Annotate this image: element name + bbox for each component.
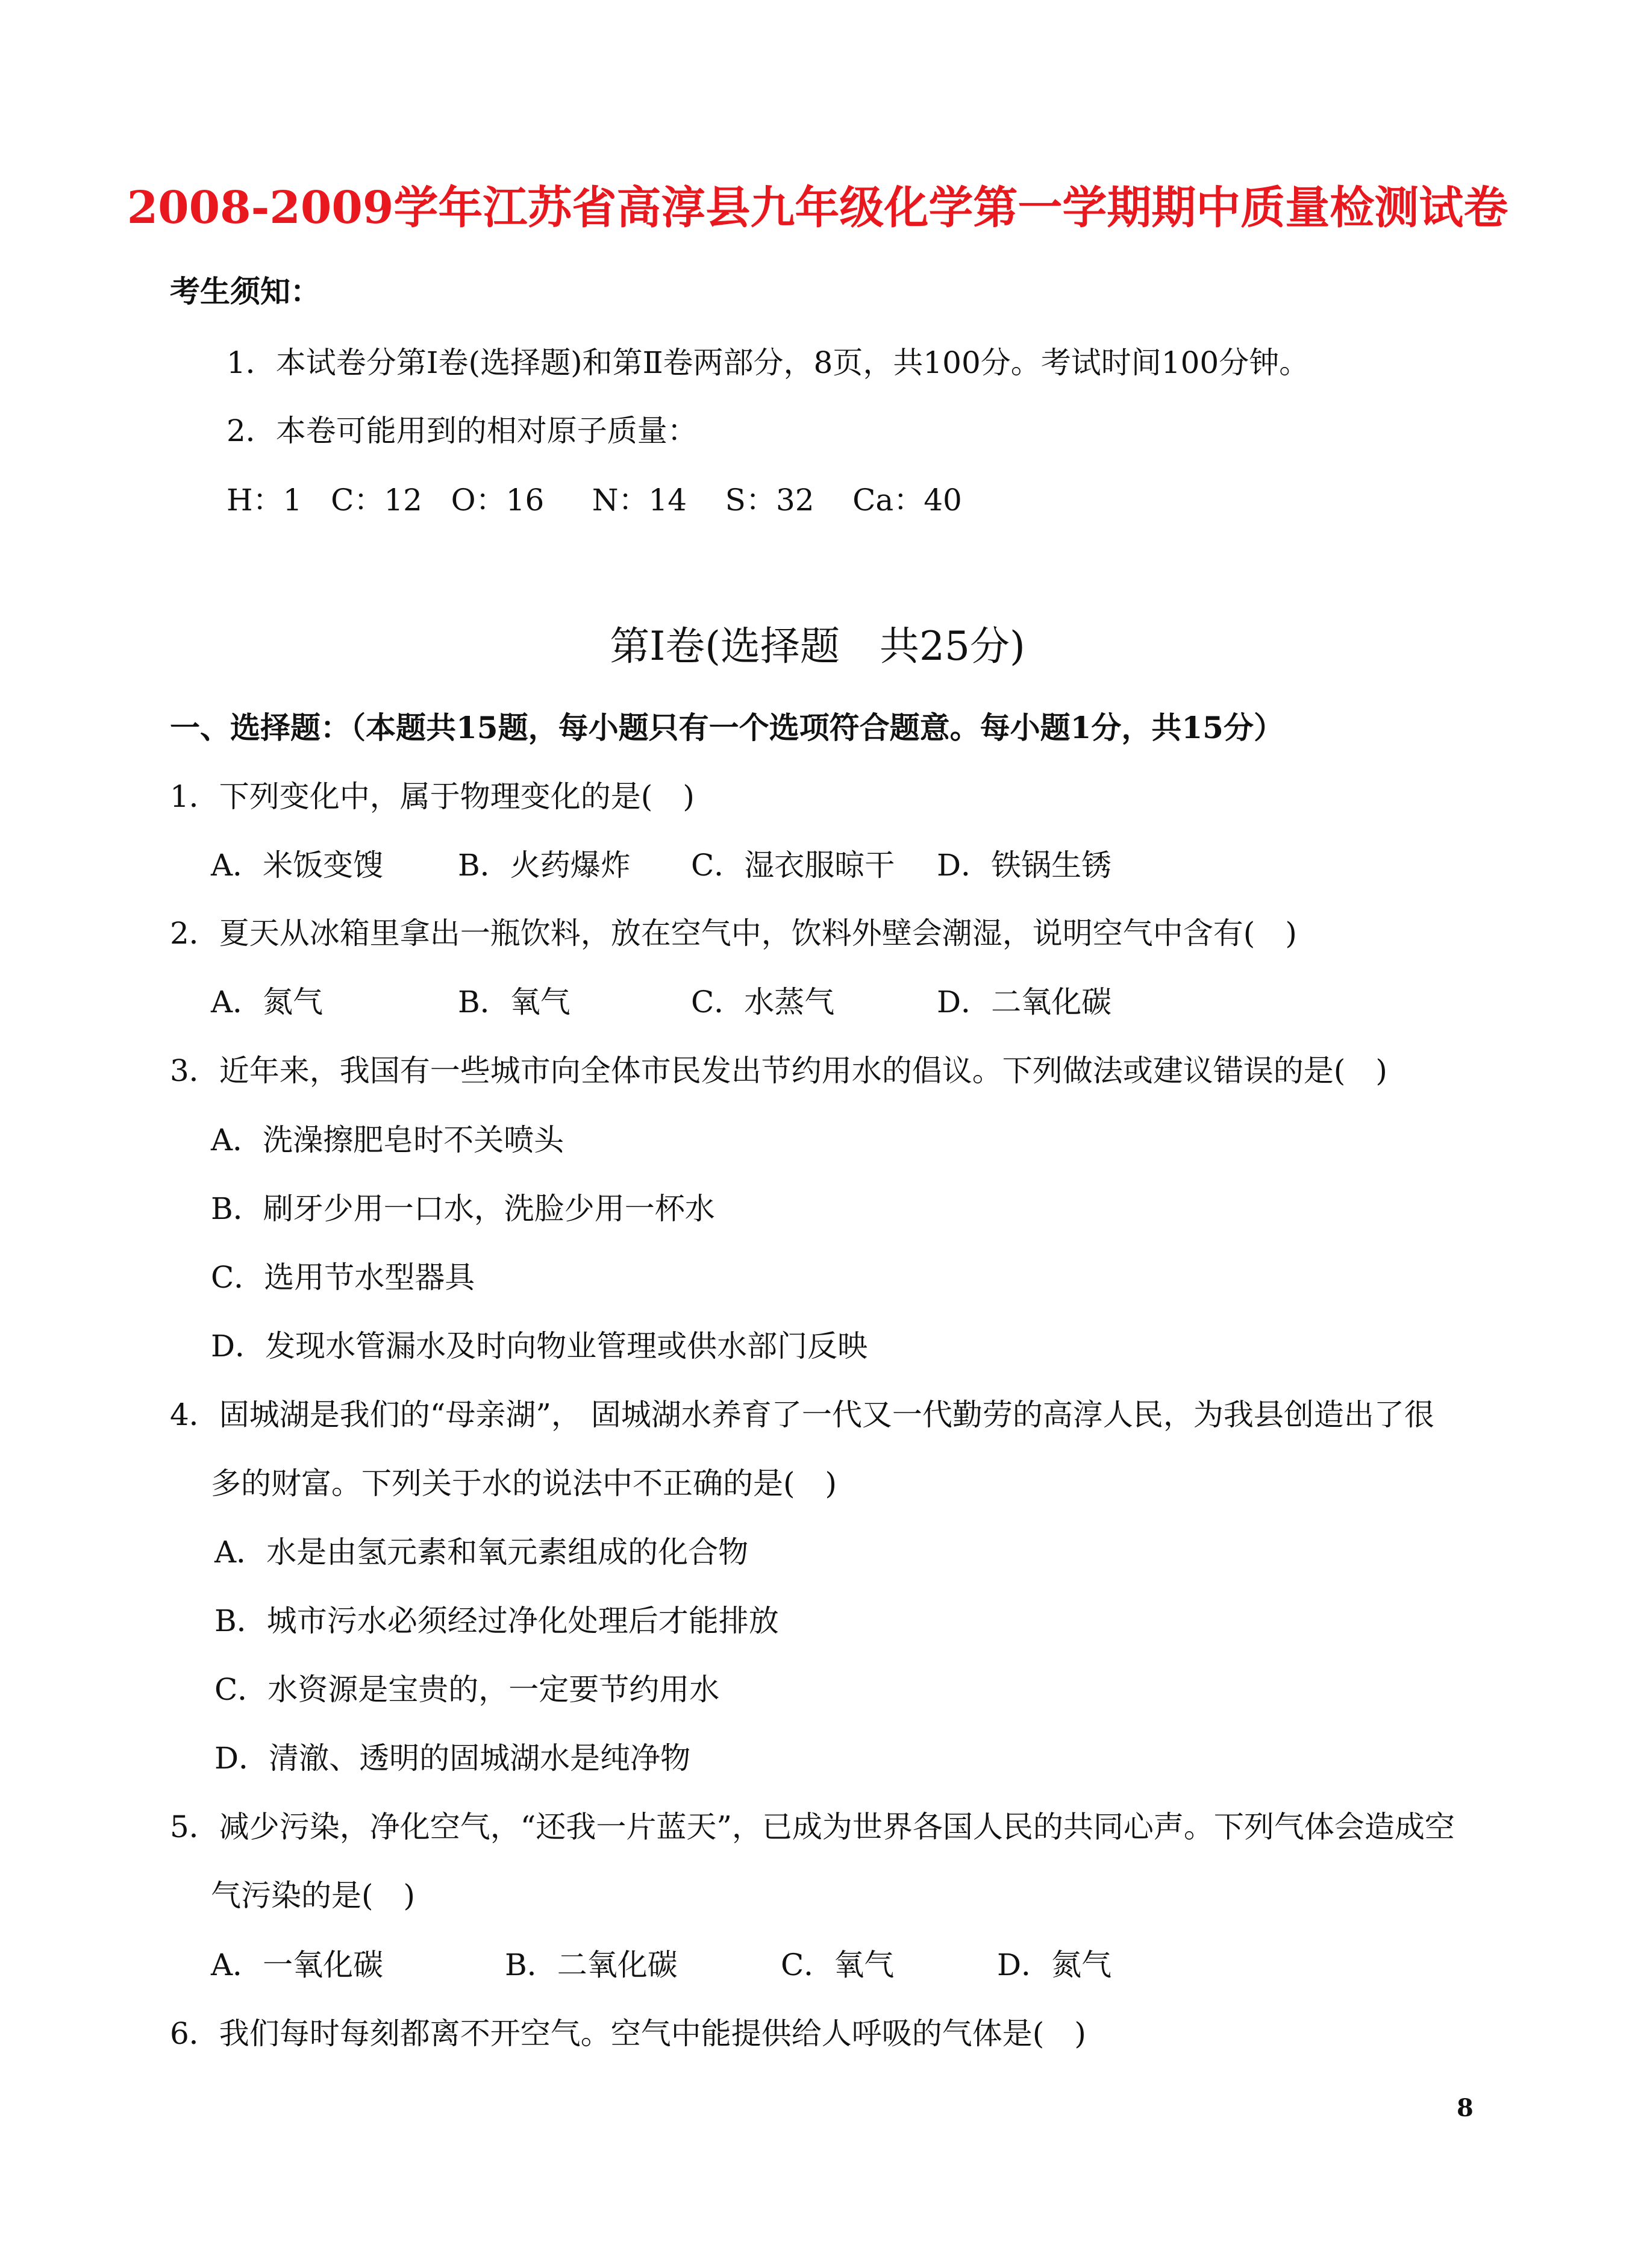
question-4-option-b: B．城市污水必须经过净化处理后才能排放 bbox=[214, 1603, 779, 1638]
question-1-option-b: B．火药爆炸 bbox=[458, 848, 631, 883]
question-5-option-d: D．氮气 bbox=[997, 1947, 1112, 1982]
question-1-option-d: D．铁锅生锈 bbox=[937, 848, 1112, 883]
section-1-heading: 一、选择题：（本题共15题，每小题只有一个选项符合题意。每小题1分，共15分） bbox=[170, 710, 1284, 745]
question-4-stem: 4．固城湖是我们的“母亲湖”， 固城湖水养育了一代又一代勤劳的高淳人民，为我县创造出了很 bbox=[170, 1397, 1434, 1432]
atomic-masses: H：1 C：12 O：16 N：14 S：32 Ca：40 bbox=[227, 483, 962, 518]
question-4-option-c: C．水资源是宝贵的，一定要节约用水 bbox=[214, 1672, 720, 1707]
question-2-stem: 2．夏天从冰箱里拿出一瓶饮料，放在空气中，饮料外壁会潮湿，说明空气中含有( ) bbox=[170, 916, 1297, 951]
question-2-option-a: A．氮气 bbox=[211, 985, 324, 1020]
notice-item-1: 1．本试卷分第Ⅰ卷(选择题)和第Ⅱ卷两部分，8页，共100分。考试时间100分钟。 bbox=[227, 345, 1310, 380]
question-3-option-b: B．刷牙少用一口水，洗脸少用一杯水 bbox=[211, 1191, 715, 1226]
question-2-option-c: C．水蒸气 bbox=[691, 985, 835, 1020]
notice-heading: 考生须知： bbox=[170, 274, 320, 309]
question-2-option-d: D．二氧化碳 bbox=[937, 985, 1112, 1020]
question-4-option-a: A．水是由氢元素和氧元素组成的化合物 bbox=[214, 1535, 749, 1570]
notice-item-2: 2．本卷可能用到的相对原子质量： bbox=[227, 413, 698, 448]
question-4-option-d: D．清澈、透明的固城湖水是纯净物 bbox=[214, 1741, 691, 1776]
question-1-stem: 1．下列变化中，属于物理变化的是( ) bbox=[170, 779, 695, 814]
question-5-stem-continued: 气污染的是( ) bbox=[211, 1878, 416, 1913]
question-2-option-b: B．氧气 bbox=[458, 985, 571, 1020]
question-3-stem: 3．近年来，我国有一些城市向全体市民发出节约用水的倡议。下列做法或建议错误的是( ) bbox=[170, 1053, 1387, 1088]
question-3-option-d: D．发现水管漏水及时向物业管理或供水部门反映 bbox=[211, 1329, 868, 1364]
question-5-option-b: B．二氧化碳 bbox=[505, 1947, 678, 1982]
question-3-option-c: C．选用节水型器具 bbox=[211, 1260, 475, 1295]
question-5-option-c: C．氧气 bbox=[781, 1947, 895, 1982]
question-5-stem: 5．减少污染，净化空气，“还我一片蓝天”，已成为世界各国人民的共同心声。下列气体会造成空 bbox=[170, 1809, 1455, 1844]
question-1-option-a: A．米饭变馊 bbox=[211, 848, 384, 883]
part-1-title: 第Ⅰ卷(选择题 共25分) bbox=[610, 623, 1025, 669]
question-1-option-c: C．湿衣服晾干 bbox=[691, 848, 895, 883]
question-3-option-a: A．洗澡擦肥皂时不关喷头 bbox=[211, 1123, 564, 1157]
question-5-option-a: A．一氧化碳 bbox=[211, 1947, 384, 1982]
question-4-stem-continued: 多的财富。下列关于水的说法中不正确的是( ) bbox=[211, 1466, 837, 1501]
page-number: 8 bbox=[1457, 2094, 1474, 2122]
page-title: 2008-2009学年江苏省高淳县九年级化学第一学期期中质量检测试卷 bbox=[127, 182, 1508, 234]
question-6-stem: 6．我们每时每刻都离不开空气。空气中能提供给人呼吸的气体是( ) bbox=[170, 2016, 1086, 2051]
